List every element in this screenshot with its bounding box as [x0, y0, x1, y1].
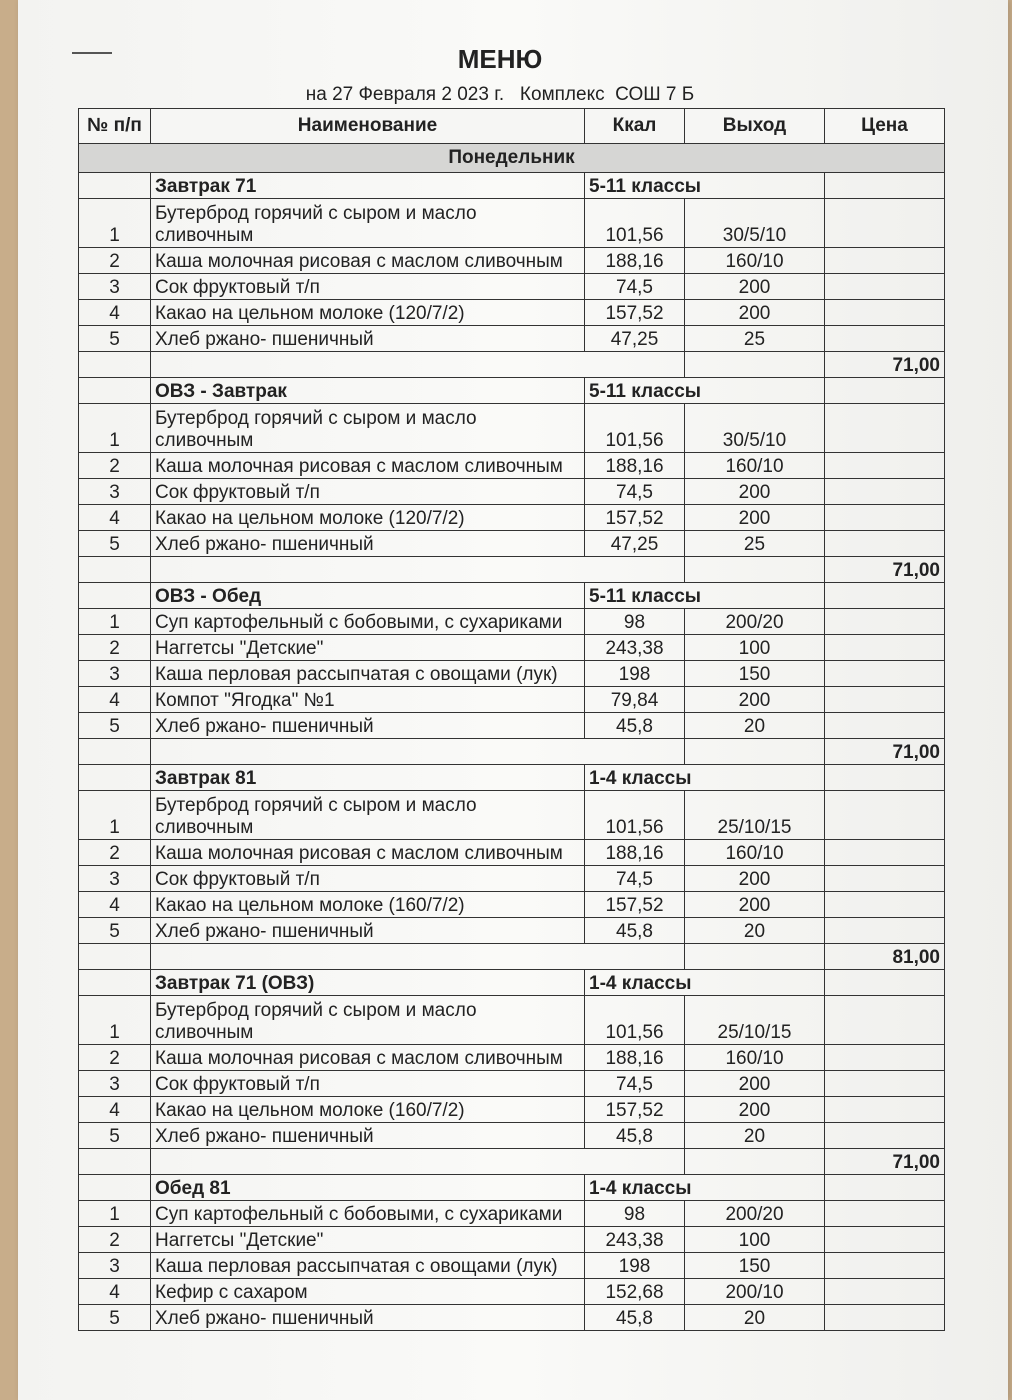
menu-item-row [79, 1279, 945, 1305]
item-number: 1 [79, 199, 151, 248]
page-title: МЕНЮ [457, 44, 543, 74]
section-num-cell [79, 765, 151, 791]
page-subtitle: на 27 Февраля 2 023 г. Комплекс СОШ 7 Б [305, 84, 695, 105]
item-kcal: 74,5 [585, 866, 685, 892]
menu-item-row [79, 248, 945, 274]
section-price-cell [825, 378, 945, 404]
menu-item-row [79, 1253, 945, 1279]
header-row [79, 109, 945, 144]
item-number: 4 [79, 892, 151, 918]
menu-item-row [79, 918, 945, 944]
item-kcal: 47,25 [585, 531, 685, 557]
menu-item-row [79, 326, 945, 352]
item-name: Наггетсы "Детские" [151, 635, 585, 661]
item-number: 4 [79, 687, 151, 713]
menu-table [78, 108, 945, 1331]
item-yield: 30/5/10 [685, 404, 825, 453]
item-yield: 20 [685, 1123, 825, 1149]
item-price [825, 453, 945, 479]
item-price [825, 479, 945, 505]
total-empty-cell [685, 739, 825, 765]
item-kcal: 74,5 [585, 479, 685, 505]
item-number: 5 [79, 531, 151, 557]
menu-item-row [79, 505, 945, 531]
item-number: 2 [79, 1227, 151, 1253]
item-kcal: 157,52 [585, 505, 685, 531]
menu-item-row [79, 531, 945, 557]
total-empty-cell [79, 352, 151, 378]
item-kcal: 152,68 [585, 1279, 685, 1305]
item-price [825, 1201, 945, 1227]
item-yield: 200 [685, 479, 825, 505]
item-price [825, 326, 945, 352]
menu-item-row [79, 635, 945, 661]
item-name: Каша перловая рассыпчатая с овощами (лук) [151, 661, 585, 687]
item-yield: 25/10/15 [685, 791, 825, 840]
item-price [825, 892, 945, 918]
col-num-header: № п/п [79, 109, 151, 144]
item-yield: 200 [685, 274, 825, 300]
item-price [825, 1227, 945, 1253]
section-num-cell [79, 1175, 151, 1201]
section-header-row [79, 765, 945, 791]
item-yield: 20 [685, 918, 825, 944]
menu-item-row [79, 791, 945, 840]
section-total: 71,00 [825, 352, 945, 378]
item-number: 1 [79, 609, 151, 635]
section-classes: 1-4 классы [585, 1175, 825, 1201]
section-name: Обед 81 [151, 1175, 585, 1201]
total-empty-cell [79, 739, 151, 765]
item-price [825, 1045, 945, 1071]
item-price [825, 300, 945, 326]
item-yield: 200 [685, 505, 825, 531]
col-price-header: Цена [825, 109, 945, 144]
section-name: ОВЗ - Обед [151, 583, 585, 609]
item-yield: 200 [685, 1097, 825, 1123]
item-kcal: 157,52 [585, 300, 685, 326]
item-yield: 160/10 [685, 1045, 825, 1071]
menu-item-row [79, 1201, 945, 1227]
section-total: 71,00 [825, 1149, 945, 1175]
total-empty-cell [685, 352, 825, 378]
item-number: 3 [79, 274, 151, 300]
item-yield: 25 [685, 531, 825, 557]
item-name: Каша молочная рисовая с маслом сливочным [151, 840, 585, 866]
item-price [825, 661, 945, 687]
item-name: Хлеб ржано- пшеничный [151, 1123, 585, 1149]
item-yield: 200/10 [685, 1279, 825, 1305]
item-number: 2 [79, 1045, 151, 1071]
section-header-row [79, 1175, 945, 1201]
item-yield: 25 [685, 326, 825, 352]
item-number: 2 [79, 248, 151, 274]
item-name: Компот "Ягодка" №1 [151, 687, 585, 713]
item-kcal: 45,8 [585, 1305, 685, 1331]
section-total: 71,00 [825, 557, 945, 583]
item-number: 5 [79, 326, 151, 352]
item-kcal: 243,38 [585, 635, 685, 661]
item-name: Каша молочная рисовая с маслом сливочным [151, 453, 585, 479]
item-yield: 200 [685, 892, 825, 918]
item-kcal: 74,5 [585, 274, 685, 300]
section-header-row [79, 970, 945, 996]
menu-item-row [79, 687, 945, 713]
section-classes: 1-4 классы [585, 970, 825, 996]
item-kcal: 188,16 [585, 248, 685, 274]
item-number: 1 [79, 404, 151, 453]
total-empty-cell [151, 739, 685, 765]
section-price-cell [825, 173, 945, 199]
item-name: Какао на цельном молоке (160/7/2) [151, 1097, 585, 1123]
menu-item-row [79, 661, 945, 687]
item-yield: 150 [685, 1253, 825, 1279]
menu-item-row [79, 996, 945, 1045]
item-name: Хлеб ржано- пшеничный [151, 918, 585, 944]
item-kcal: 47,25 [585, 326, 685, 352]
section-name: ОВЗ - Завтрак [151, 378, 585, 404]
section-total-row [79, 557, 945, 583]
section-num-cell [79, 970, 151, 996]
item-name: Наггетсы "Детские" [151, 1227, 585, 1253]
total-empty-cell [151, 1149, 685, 1175]
item-price [825, 248, 945, 274]
item-yield: 150 [685, 661, 825, 687]
item-name: Сок фруктовый т/п [151, 274, 585, 300]
item-name: Каша молочная рисовая с маслом сливочным [151, 248, 585, 274]
section-price-cell [825, 583, 945, 609]
menu-item-row [79, 1097, 945, 1123]
section-total-row [79, 352, 945, 378]
item-price [825, 404, 945, 453]
section-total-row [79, 739, 945, 765]
item-yield: 200/20 [685, 609, 825, 635]
menu-item-row [79, 840, 945, 866]
item-name: Какао на цельном молоке (120/7/2) [151, 505, 585, 531]
item-price [825, 1305, 945, 1331]
menu-body [79, 144, 945, 1331]
col-name-header: Наименование [151, 109, 585, 144]
section-total: 71,00 [825, 739, 945, 765]
total-empty-cell [79, 944, 151, 970]
section-classes: 5-11 классы [585, 583, 825, 609]
item-yield: 200 [685, 1071, 825, 1097]
item-name: Бутерброд горячий с сыром и масло сливочным [151, 996, 585, 1045]
item-yield: 100 [685, 635, 825, 661]
section-classes: 5-11 классы [585, 378, 825, 404]
menu-item-row [79, 479, 945, 505]
day-label: Понедельник [79, 144, 945, 173]
section-price-cell [825, 765, 945, 791]
item-price [825, 199, 945, 248]
item-name: Каша перловая рассыпчатая с овощами (лук) [151, 1253, 585, 1279]
item-price [825, 1097, 945, 1123]
section-num-cell [79, 378, 151, 404]
item-price [825, 791, 945, 840]
item-price [825, 918, 945, 944]
item-name: Хлеб ржано- пшеничный [151, 326, 585, 352]
item-kcal: 101,56 [585, 199, 685, 248]
item-price [825, 840, 945, 866]
menu-item-row [79, 1071, 945, 1097]
section-name: Завтрак 81 [151, 765, 585, 791]
item-price [825, 609, 945, 635]
day-row [79, 144, 945, 173]
item-number: 1 [79, 1201, 151, 1227]
total-empty-cell [151, 944, 685, 970]
item-number: 3 [79, 1253, 151, 1279]
item-name: Кефир с сахаром [151, 1279, 585, 1305]
section-header-row [79, 378, 945, 404]
item-kcal: 157,52 [585, 1097, 685, 1123]
col-kcal-header: Ккал [585, 109, 685, 144]
section-price-cell [825, 970, 945, 996]
item-yield: 200 [685, 687, 825, 713]
item-name: Сок фруктовый т/п [151, 479, 585, 505]
total-empty-cell [79, 557, 151, 583]
item-number: 4 [79, 300, 151, 326]
item-kcal: 98 [585, 1201, 685, 1227]
item-kcal: 45,8 [585, 1123, 685, 1149]
item-name: Хлеб ржано- пшеничный [151, 713, 585, 739]
item-kcal: 101,56 [585, 996, 685, 1045]
col-yield-header: Выход [685, 109, 825, 144]
item-name: Какао на цельном молоке (160/7/2) [151, 892, 585, 918]
item-kcal: 101,56 [585, 791, 685, 840]
item-name: Сок фруктовый т/п [151, 866, 585, 892]
section-price-cell [825, 1175, 945, 1201]
item-kcal: 188,16 [585, 840, 685, 866]
item-number: 5 [79, 1305, 151, 1331]
item-price [825, 274, 945, 300]
item-kcal: 74,5 [585, 1071, 685, 1097]
item-kcal: 198 [585, 1253, 685, 1279]
item-kcal: 45,8 [585, 713, 685, 739]
item-kcal: 101,56 [585, 404, 685, 453]
item-price [825, 713, 945, 739]
item-number: 4 [79, 1279, 151, 1305]
item-name: Каша молочная рисовая с маслом сливочным [151, 1045, 585, 1071]
total-empty-cell [685, 1149, 825, 1175]
item-number: 3 [79, 1071, 151, 1097]
menu-item-row [79, 609, 945, 635]
item-yield: 160/10 [685, 453, 825, 479]
item-number: 3 [79, 661, 151, 687]
item-price [825, 1071, 945, 1097]
item-name: Суп картофельный с бобовыми, с сухариками [151, 1201, 585, 1227]
item-name: Сок фруктовый т/п [151, 1071, 585, 1097]
item-yield: 200 [685, 866, 825, 892]
item-kcal: 188,16 [585, 453, 685, 479]
item-yield: 25/10/15 [685, 996, 825, 1045]
item-kcal: 79,84 [585, 687, 685, 713]
menu-item-row [79, 1227, 945, 1253]
item-yield: 160/10 [685, 248, 825, 274]
total-empty-cell [79, 1149, 151, 1175]
menu-item-row [79, 892, 945, 918]
section-total: 81,00 [825, 944, 945, 970]
menu-item-row [79, 866, 945, 892]
section-total-row [79, 944, 945, 970]
menu-item-row [79, 274, 945, 300]
item-yield: 20 [685, 1305, 825, 1331]
item-name: Суп картофельный с бобовыми, с сухариками [151, 609, 585, 635]
item-price [825, 531, 945, 557]
total-empty-cell [151, 352, 685, 378]
item-number: 5 [79, 713, 151, 739]
item-price [825, 687, 945, 713]
item-price [825, 1253, 945, 1279]
item-number: 2 [79, 453, 151, 479]
section-classes: 5-11 классы [585, 173, 825, 199]
section-name: Завтрак 71 [151, 173, 585, 199]
item-name: Бутерброд горячий с сыром и масло сливочным [151, 404, 585, 453]
item-name: Какао на цельном молоке (120/7/2) [151, 300, 585, 326]
item-kcal: 98 [585, 609, 685, 635]
item-kcal: 188,16 [585, 1045, 685, 1071]
section-num-cell [79, 173, 151, 199]
item-yield: 200 [685, 300, 825, 326]
item-name: Бутерброд горячий с сыром и масло сливочным [151, 791, 585, 840]
item-number: 4 [79, 1097, 151, 1123]
item-number: 1 [79, 791, 151, 840]
item-price [825, 1279, 945, 1305]
item-name: Хлеб ржано- пшеничный [151, 1305, 585, 1331]
section-header-row [79, 173, 945, 199]
item-name: Хлеб ржано- пшеничный [151, 531, 585, 557]
item-price [825, 996, 945, 1045]
item-yield: 200/20 [685, 1201, 825, 1227]
item-yield: 160/10 [685, 840, 825, 866]
item-price [825, 635, 945, 661]
menu-item-row [79, 1305, 945, 1331]
item-number: 2 [79, 840, 151, 866]
item-kcal: 198 [585, 661, 685, 687]
section-name: Завтрак 71 (ОВЗ) [151, 970, 585, 996]
item-number: 1 [79, 996, 151, 1045]
item-price [825, 866, 945, 892]
menu-item-row [79, 1123, 945, 1149]
menu-item-row [79, 713, 945, 739]
menu-item-row [79, 300, 945, 326]
item-number: 4 [79, 505, 151, 531]
menu-item-row [79, 1045, 945, 1071]
menu-item-row [79, 453, 945, 479]
section-num-cell [79, 583, 151, 609]
item-number: 3 [79, 866, 151, 892]
item-price [825, 1123, 945, 1149]
item-yield: 100 [685, 1227, 825, 1253]
menu-item-row [79, 404, 945, 453]
total-empty-cell [151, 557, 685, 583]
section-header-row [79, 583, 945, 609]
item-kcal: 45,8 [585, 918, 685, 944]
item-yield: 30/5/10 [685, 199, 825, 248]
item-number: 5 [79, 1123, 151, 1149]
menu-item-row [79, 199, 945, 248]
section-classes: 1-4 классы [585, 765, 825, 791]
item-number: 5 [79, 918, 151, 944]
item-kcal: 157,52 [585, 892, 685, 918]
item-kcal: 243,38 [585, 1227, 685, 1253]
item-name: Бутерброд горячий с сыром и масло сливочным [151, 199, 585, 248]
item-number: 2 [79, 635, 151, 661]
section-total-row [79, 1149, 945, 1175]
total-empty-cell [685, 944, 825, 970]
total-empty-cell [685, 557, 825, 583]
item-number: 3 [79, 479, 151, 505]
item-price [825, 505, 945, 531]
item-yield: 20 [685, 713, 825, 739]
